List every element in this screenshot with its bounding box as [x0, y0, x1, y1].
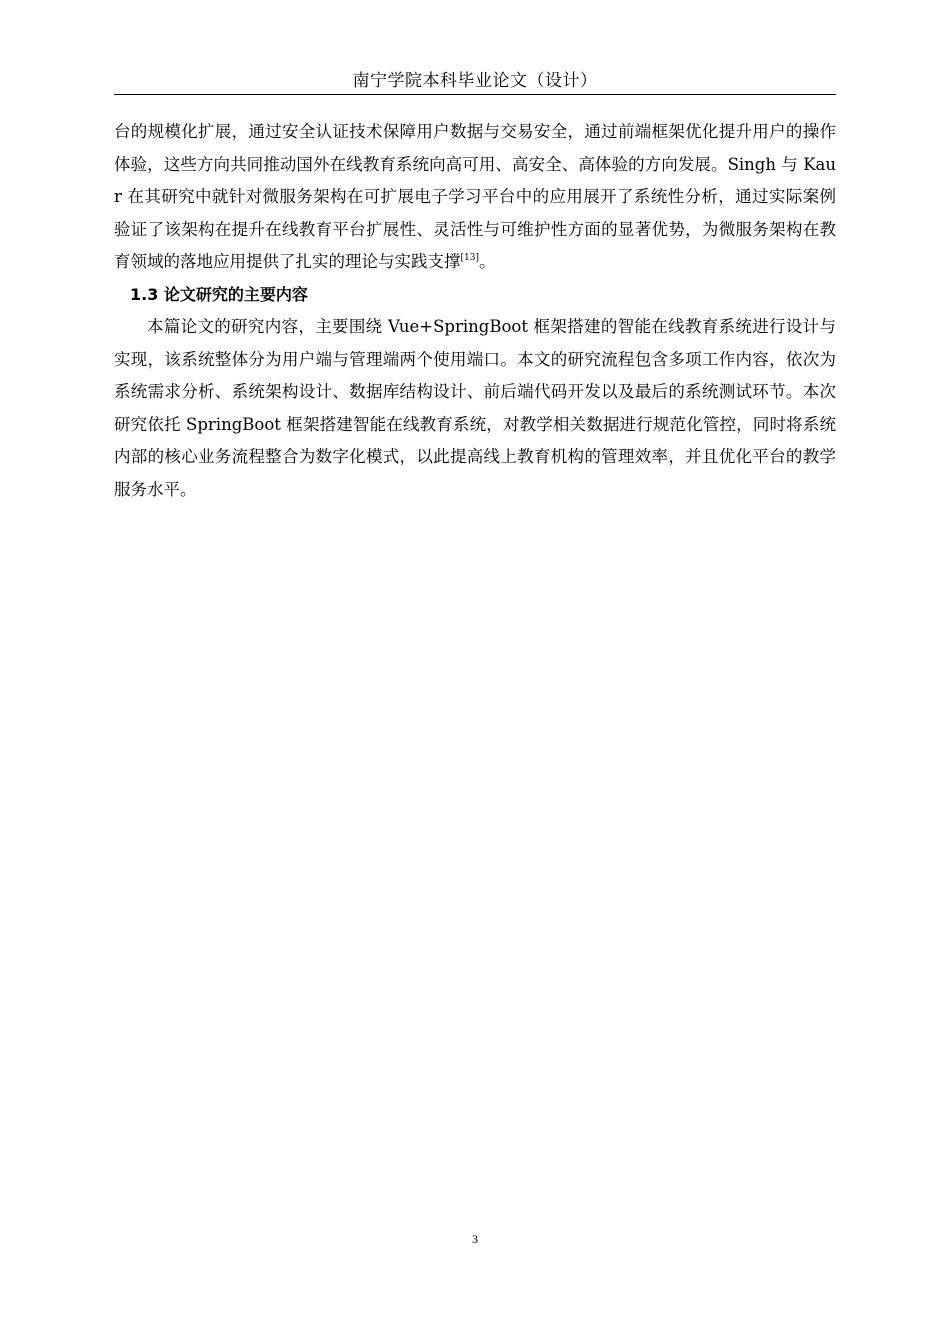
section-heading: 1.3 论文研究的主要内容 — [130, 284, 308, 304]
page-number: 3 — [472, 1232, 478, 1246]
paragraph-tail: 。 — [478, 252, 496, 271]
paragraph-main-content: 本篇论文的研究内容，主要围绕 Vue+SpringBoot 框架搭建的智能在线教育系统进行设计与实现，该系统整体分为用户端与管理端两个使用端口。本文的研究流程包含多项工作内容，依次为系统需求分析、系统架构设计、数据库结构设计、前后端代码开发以及最后的系统测试环节。本次研究依托 SpringBoot 框架搭建智能在线教育系统，对教学相关数据进行规范化管控，同时将系统内部的核心业务流程整合为数字化模式，以此提高线上教育机构的管理效率，并且优化平台的教学服务水平。 — [114, 317, 836, 499]
paragraph-text: 台的规模化扩展，通过安全认证技术保障用户数据与交易安全，通过前端框架优化提升用户的操作体验，这些方向共同推动国外在线教育系统向高可用、高安全、高体验的方向发展。Singh 与 Kaur 在其研究中就针对微服务架构在可扩展电子学习平台中的应用展开了系统性分析，通过实际案例验证了该架构在提升在线教育平台扩展性、灵活性与可维护性方面的显著优势，为微服务架构在教育领域的落地应用提供了扎实的理论与实践支撑 — [114, 122, 836, 271]
header-title: 南宁学院本科毕业论文（设计） — [352, 71, 598, 91]
citation-reference: [13] — [460, 253, 479, 263]
page-header — [114, 64, 836, 95]
page-body — [114, 116, 836, 506]
paragraph-continued — [114, 116, 836, 279]
